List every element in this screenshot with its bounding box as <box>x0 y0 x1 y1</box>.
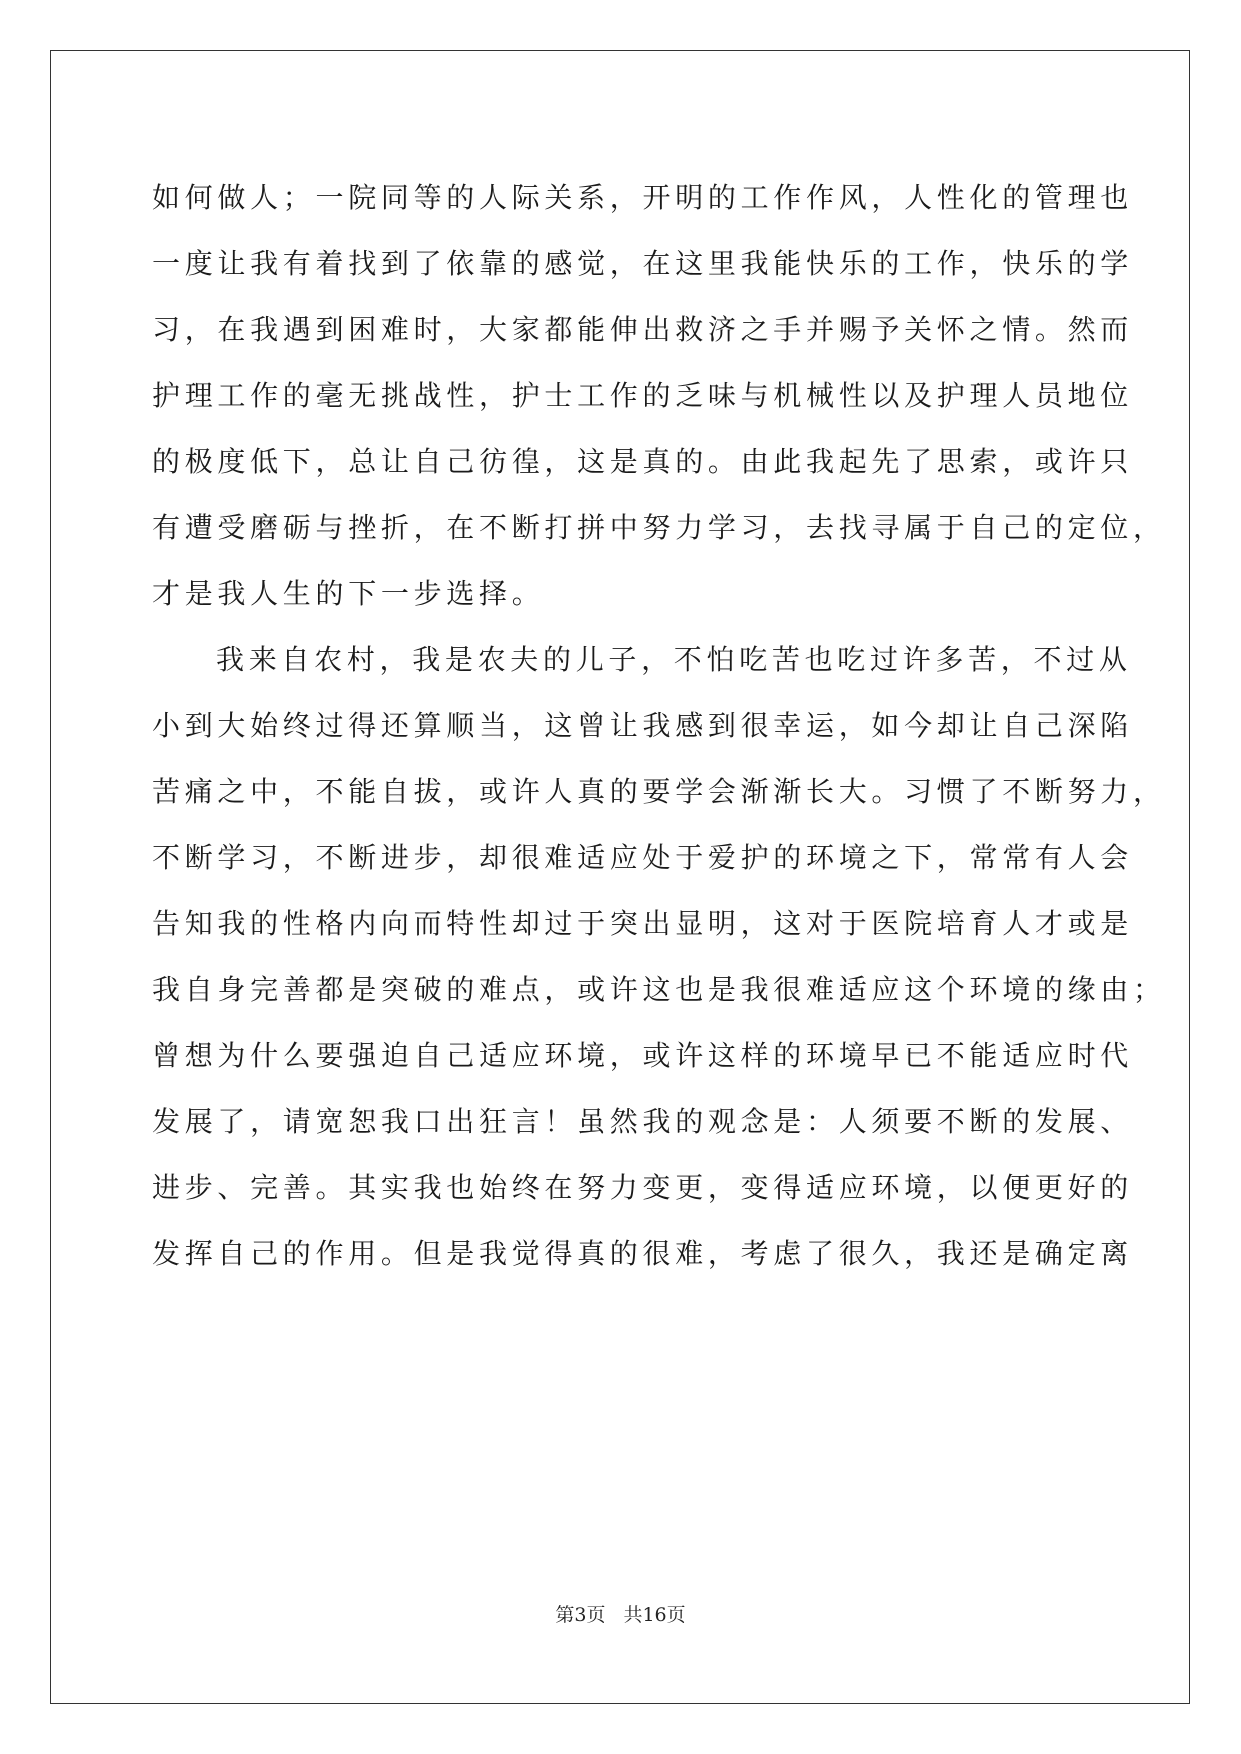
text-line: 一度让我有着找到了依靠的感觉，在这里我能快乐的工作，快乐的学 <box>152 247 1134 280</box>
page-footer <box>0 1600 1241 1627</box>
text-line: 发展了，请宽恕我口出狂言！虽然我的观念是：人须要不断的发展、 <box>152 1105 1134 1138</box>
paragraph-first-line: 我来自农村，我是农夫的儿子，不怕吃苦也吃过许多苦，不过从 <box>216 643 1132 676</box>
page-total: 共16页 <box>623 1604 686 1626</box>
text-line: 才是我人生的下一步选择。 <box>152 577 545 610</box>
text-line: 我自身完善都是突破的难点，或许这也是我很难适应这个环境的缘由； <box>152 973 1166 1006</box>
text-line: 告知我的性格内向而特性却过于突出显明，这对于医院培育人才或是 <box>152 907 1134 940</box>
text-line: 进步、完善。其实我也始终在努力变更，变得适应环境，以便更好的 <box>152 1171 1134 1204</box>
text-line: 有遭受磨砺与挫折，在不断打拼中努力学习，去找寻属于自己的定位， <box>152 511 1166 544</box>
text-line: 苦痛之中，不能自拔，或许人真的要学会渐渐长大。习惯了不断努力， <box>152 775 1166 808</box>
page-number: 第3页 <box>555 1604 606 1626</box>
text-line: 习，在我遇到困难时，大家都能伸出救济之手并赐予关怀之情。然而 <box>152 313 1134 346</box>
text-line: 曾想为什么要强迫自己适应环境，或许这样的环境早已不能适应时代 <box>152 1039 1134 1072</box>
text-line: 如何做人；一院同等的人际关系，开明的工作作风，人性化的管理也 <box>152 181 1134 214</box>
document-body <box>152 165 1166 1287</box>
text-line: 不断学习，不断进步，却很难适应处于爱护的环境之下，常常有人会 <box>152 841 1134 874</box>
text-line: 的极度低下，总让自己彷徨，这是真的。由此我起先了思索，或许只 <box>152 445 1134 478</box>
text-line: 护理工作的毫无挑战性，护士工作的乏味与机械性以及护理人员地位 <box>152 379 1134 412</box>
text-line: 发挥自己的作用。但是我觉得真的很难，考虑了很久，我还是确定离 <box>152 1237 1134 1270</box>
text-line: 小到大始终过得还算顺当，这曾让我感到很幸运，如今却让自己深陷 <box>152 709 1134 742</box>
